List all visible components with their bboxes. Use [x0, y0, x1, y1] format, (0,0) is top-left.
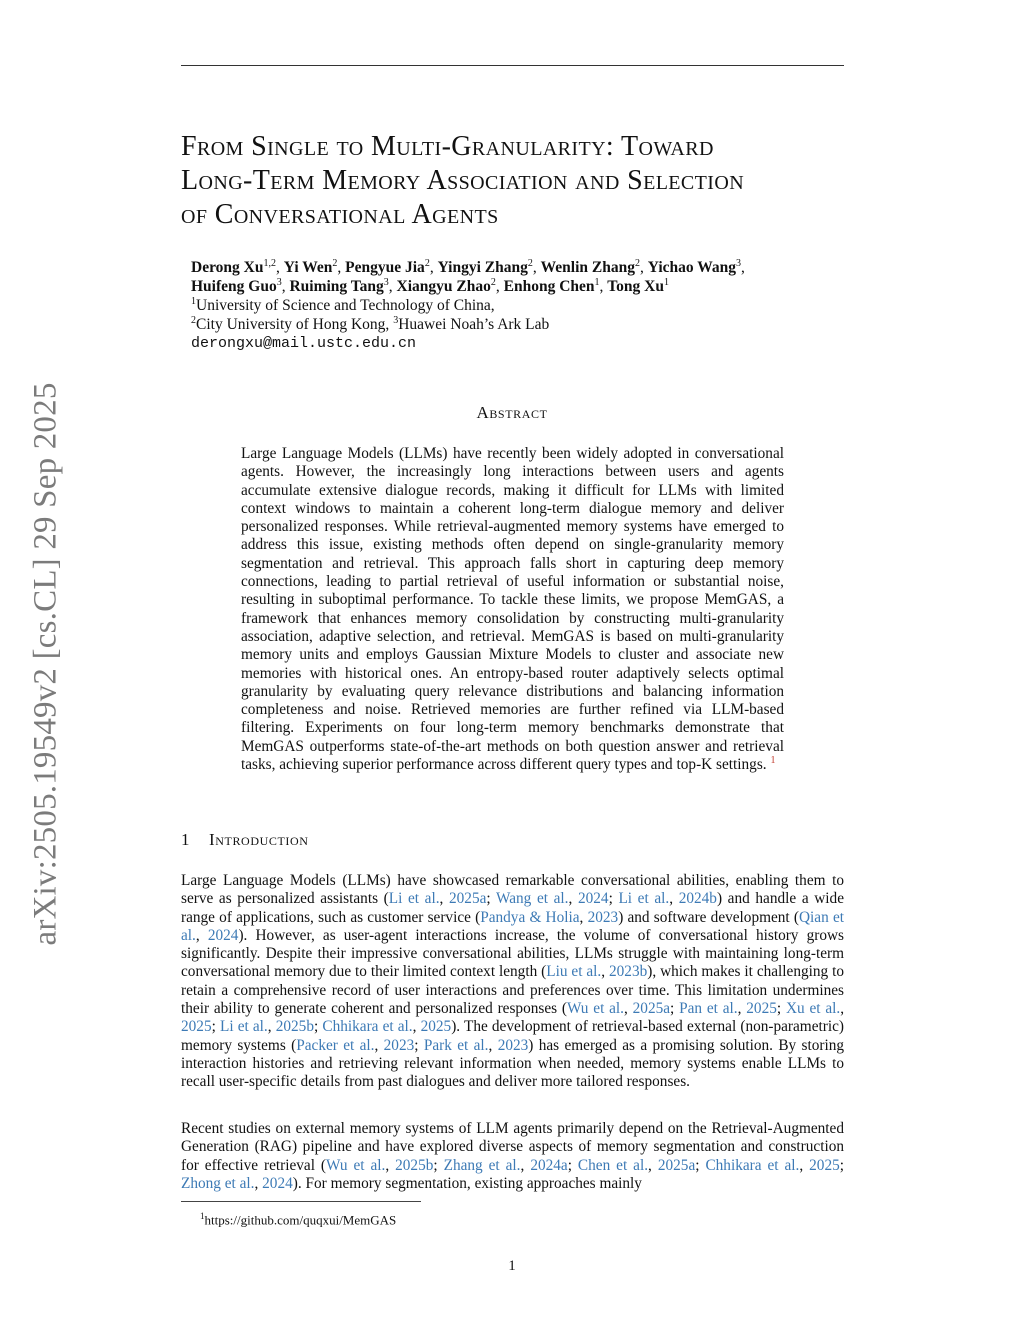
paragraph-text: ) has emerged as a promising solution. By storing interaction histories and retrieving relevant information when needed, memory systems enable LLMs to recall user-specific details from past dialogues and deliver more tailored responses. [181, 1036, 845, 1091]
author-block [191, 258, 831, 353]
citation-link[interactable]: Chhikara et al. [705, 1156, 800, 1174]
citation-link[interactable]: Li et al. [388, 890, 440, 908]
citation-link[interactable]: 2025 [420, 1018, 452, 1036]
citation-link[interactable]: 2023b [609, 963, 648, 981]
citation-link[interactable]: 2025 [181, 1018, 212, 1036]
title-line-3: of Conversational Agents [181, 199, 499, 230]
author-name: Ruiming Tang [289, 278, 384, 295]
paragraph-text: Recent studies on external memory systems of LLM agents primarily depend on the Retrieval-Augmented Generation (RAG) pipeline and have explored diverse aspects of memory segmentation and construction for effective retrieval ( [181, 1120, 844, 1174]
affiliation-text: City University of Hong Kong, [196, 316, 394, 333]
citation-link[interactable]: 2024a [530, 1156, 568, 1174]
paragraph-text: ). The development of retrieval-based external (non-parametric) memory systems ( [181, 1018, 844, 1054]
citation-link[interactable]: Park et al. [423, 1036, 489, 1054]
affiliation-text: University of Science and Technology of China, [196, 297, 495, 314]
citation-link[interactable]: Xu et al. [785, 1000, 841, 1018]
author-name: Yi Wen [283, 259, 333, 276]
paragraph-text: ) and handle a wide range of applications, such as customer service ( [181, 890, 844, 926]
citation-link[interactable]: Pan et al. [679, 1000, 738, 1018]
author-affiliation-mark: 2 [490, 276, 496, 288]
author-affiliation-mark: 1 [594, 276, 600, 288]
paragraph-text: ), which makes it challenging to retain a comprehensive record of user interactions and preferences over time. This limitation undermines their ability to generate coherent and personalized responses ( [181, 963, 844, 1018]
citation-link[interactable]: 2025a [632, 1000, 671, 1018]
citation-link[interactable]: Packer et al. [296, 1036, 375, 1054]
citation-link[interactable]: 2024 [577, 890, 609, 908]
footnote-number: 1 [200, 1211, 205, 1221]
affiliation-mark: 1 [191, 295, 196, 307]
author-affiliation-mark: 3 [736, 257, 742, 269]
author-affiliation-mark: 2 [424, 257, 430, 269]
author-name: Xiangyu Zhao [396, 278, 491, 295]
section-title: Introduction [209, 830, 309, 849]
footnote-link[interactable]: https://github.com/quqxui/MemGAS [204, 1212, 397, 1228]
citation-link[interactable]: 2025 [746, 1000, 777, 1018]
citation-link[interactable]: Pandya & Holia [480, 908, 580, 926]
citation-link[interactable]: Wu et al. [566, 1000, 624, 1018]
author-affiliation-mark: 1,2 [263, 257, 276, 269]
author-name: Huifeng Guo [191, 278, 277, 295]
author-name: Pengyue Jia [345, 259, 425, 276]
citation-link[interactable]: Wang et al. [496, 890, 569, 908]
author-email: derongxu@mail.ustc.edu.cn [191, 335, 417, 352]
author-affiliation-mark: 1 [664, 276, 669, 288]
section-number: 1 [181, 830, 191, 849]
author-row-2: Huifeng Guo$^3$, Ruiming Tang$^3$, Xiangyu Zhao$^2$, Enhong Chen$^1$, Tong Xu$^1$ [191, 276, 669, 295]
citation-link[interactable]: Zhang et al. [443, 1156, 521, 1174]
affiliation-mark: 2 [191, 314, 196, 326]
author-name: Yingyi Zhang [437, 259, 528, 276]
citation-link[interactable]: 2024 [262, 1174, 293, 1192]
author-name: Tong Xu [607, 278, 664, 295]
author-affiliation-mark: 2 [634, 257, 640, 269]
citation-link[interactable]: Wu et al. [326, 1156, 386, 1174]
author-affiliation-mark: 3 [276, 276, 282, 288]
citation-link[interactable]: Liu et al. [546, 963, 602, 981]
page-number: 1 [508, 1258, 516, 1274]
paper-title [181, 130, 846, 232]
paragraph-text: ). For memory segmentation, existing approaches mainly [292, 1174, 642, 1192]
citation-link[interactable]: Chen et al. [577, 1156, 649, 1174]
author-row-1: Derong Xu$^{1,2}$, Yi Wen$^2$, Pengyue Jia$^2$, Yingyi Zhang$^2$, Wenlin Zhang$^2$, Yichao Wang$^3$, [191, 257, 745, 276]
section-heading-introduction [181, 830, 309, 850]
paragraph-text: ). However, as user-agent interactions increase, the volume of conversational history grows significantly. Despite their impressive conversational abilities, LLMs struggle with maintaining long-term conversational memory due to their limited context length ( [181, 926, 844, 981]
citation-link[interactable]: Li et al. [618, 890, 670, 908]
author-name: Yichao Wang [647, 259, 737, 276]
affiliation-text: Huawei Noah’s Ark Lab [398, 316, 550, 333]
intro-paragraph-2: Recent studies on external memory systems of LLM agents primarily depend on the Retrieval-Augmented Generation (RAG) pipeline and have explored diverse aspects of memory segmentation and construction for effective retrieval (Wu et al., 2025b; Zhang et al., 2024a; Chen et al., 2025a; Chhikara et al., 2025; Zhong et al., 2024). For memory segmentation, existing approaches mainly [181, 1120, 844, 1192]
author-name: Wenlin Zhang [540, 259, 635, 276]
citation-link[interactable]: 2023 [587, 908, 619, 926]
affiliation-line-2 [191, 315, 831, 334]
citation-link[interactable]: 2025b [275, 1018, 314, 1036]
citation-link[interactable]: 2024b [678, 890, 717, 908]
author-affiliation-mark: 2 [332, 257, 338, 269]
author-name: Derong Xu [191, 259, 264, 276]
citation-link[interactable]: 2025a [657, 1156, 696, 1174]
citation-link[interactable]: 2024 [207, 926, 239, 944]
citation-link[interactable]: Zhong et al. [181, 1174, 255, 1192]
author-affiliation-mark: 2 [527, 257, 533, 269]
paragraph-text: Large Language Models (LLMs) have showcased remarkable conversational abilities, enabling them to serve as personalized assistants ( [181, 872, 844, 908]
citation-link[interactable]: Li et al. [219, 1018, 268, 1036]
abstract-body [241, 445, 784, 774]
citation-link[interactable]: Qian et al. [181, 908, 844, 944]
author-name: Enhong Chen [503, 278, 595, 295]
top-rule [181, 65, 844, 66]
citation-link[interactable]: 2023 [383, 1036, 415, 1054]
citation-link[interactable]: 2025 [809, 1156, 840, 1174]
intro-paragraph-1: Large Language Models (LLMs) have showcased remarkable conversational abilities, enabling them to serve as personalized assistants (Li et al., 2025a; Wang et al., 2024; Li et al., 2024b) and handle a wide range of applications, such as customer service (Pandya & Holia, 2023) and software development (Qian et al., 2024). However, as user-agent interactions increase, the volume of conversational history grows significantly. Despite their impressive conversational abilities, LLMs struggle with maintaining long-term conversational memory due to their limited context length (Liu et al., 2023b), which makes it challenging to retain a comprehensive record of user interactions and preferences over time. This limitation undermines their ability to generate coherent and personalized responses (Wu et al., 2025a; Pan et al., 2025; Xu et al., 2025; Li et al., 2025b; Chhikara et al., 2025). The development of retrieval-based external (non-parametric) memory systems (Packer et al., 2023; Park et al., 2023) has emerged as a promising solution. By storing interaction histories and retrieving relevant information when needed, memory systems enable LLMs to recall user-specific details from past dialogues and deliver more tailored responses. [181, 872, 845, 1091]
footnote-mark[interactable]: 1 [770, 754, 776, 766]
footnote-rule [181, 1201, 421, 1202]
citation-link[interactable]: Chhikara et al. [322, 1018, 413, 1036]
affiliation-mark: 3 [393, 314, 399, 326]
affiliation-line-1 [191, 296, 831, 315]
author-affiliation-mark: 3 [383, 276, 389, 288]
title-line-1: From Single to Multi-Granularity: Toward [181, 131, 714, 162]
title-line-2: Long-Term Memory Association and Selection [181, 165, 745, 196]
paragraph-text: ) and software development ( [618, 908, 799, 926]
abstract-text: Large Language Models (LLMs) have recently been widely adopted in conversational agents. However, the increasingly long interactions between users and agents accumulate extensive dialogue records, making it difficult for LLMs with limited context windows to maintain a coherent long-term dialogue memory and deliver personalized responses. While retrieval-augmented memory systems have emerged to address this issue, existing methods often depend on single-granularity memory segmentation and retrieval. This approach falls short in capturing deep memory connections, leading to partial retrieval of useful information or substantial noise, resulting in suboptimal performance. To tackle these limits, we propose MemGAS, a framework that enhances memory consolidation by constructing multi-granularity association, adaptive selection, and retrieval. MemGAS is based on multi-granularity memory units and employs Gaussian Mixture Models to cluster and associate new memories with historical ones. An entropy-based router adaptively selects optimal granularity by evaluating query relevance distributions and balancing information completeness and noise. Retrieved memories are further refined via LLM-based filtering. Experiments on four long-term memory benchmarks demonstrate that MemGAS outperforms state-of-the-art methods on both question answer and retrieval tasks, achieving superior performance across different query types and top-K settings. [241, 445, 784, 774]
footnote [200, 1208, 396, 1228]
citation-link[interactable]: 2025b [395, 1156, 434, 1174]
citation-link[interactable]: 2023 [497, 1036, 529, 1054]
citation-link[interactable]: 2025a [449, 890, 487, 908]
abstract-heading: Abstract [476, 403, 548, 422]
arxiv-stamp: arXiv:2505.19549v2 [cs.CL] 29 Sep 2025 [27, 382, 64, 946]
